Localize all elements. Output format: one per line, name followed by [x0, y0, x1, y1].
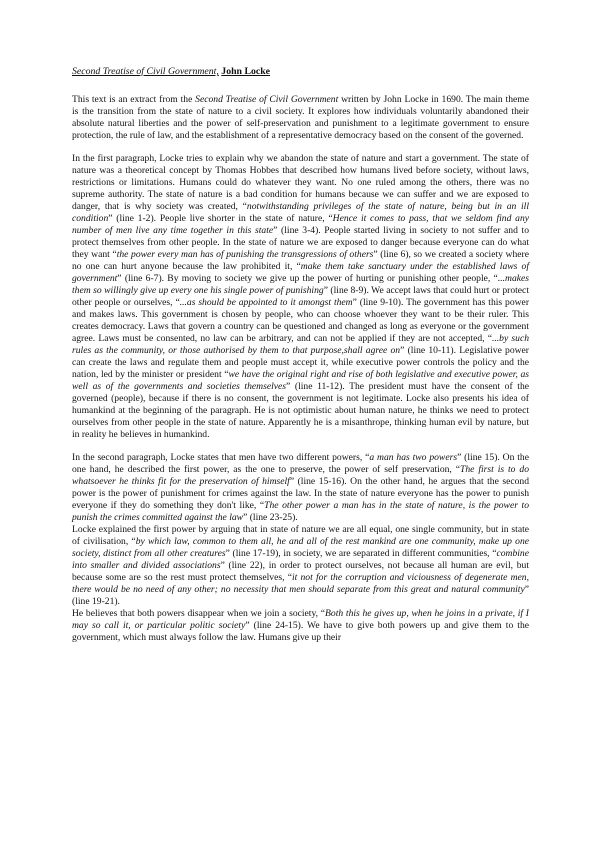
- paragraph-text: He believes that both powers disappear when we join a society, “: [72, 608, 326, 619]
- paragraph-text: In the second paragraph, Locke states that men have two different powers, “: [72, 452, 370, 463]
- paragraph-text: ” (line 11-12). The president must have the consent of the governed (people), because if there is no consent, the government is not legitimate. Locke also presents his idea of humankind at the beginning of the paragraph. He is not optimistic about human nature, he thinks we need to protect ourselves from other people in the state of nature. Apparently he is a misanthrope, thinking human evil by nature, but in reality he believes in humankind.: [72, 381, 529, 440]
- paragraph-text: ” (line 23-25).: [243, 512, 298, 523]
- paragraph-text: ” (line 6), so we created a society where no one can hurt anyone because the law prohibited it, “: [72, 249, 529, 272]
- quotation-text: combine into smaller and divided associations: [72, 548, 529, 571]
- quotation-text: The first is to do whatsoever he thinks fit for the preservation of himself: [72, 464, 529, 487]
- paragraph-text: ” (line 19-21).: [72, 584, 529, 607]
- quotation-text: make them take sanctuary under the established laws of government: [72, 261, 529, 284]
- work-title: Second Treatise of Civil Government,: [72, 66, 219, 77]
- body-text: [72, 94, 529, 644]
- paragraph-text: ” (line 6-7). By moving to society we give up the power of hurting or punishing other people, “: [117, 273, 498, 284]
- document-page: [72, 66, 529, 644]
- paragraph-text: In the first paragraph, Locke tries to explain why we abandon the state of nature and start a government. The state of nature was a theoretical concept by Thomas Hobbes that described how humans lived before society, without laws, restrictions or limitations. Humans could do whatever they want. No one ruled among the others, there was no supreme authority. The state of nature is a bad condition for humans because we can suffer and we are exposed to danger, that is why society was created, “: [72, 153, 529, 212]
- paragraph-text: written by John Locke in 1690. The main theme is the transition from the state of nature to a civil society. It explores how individuals voluntarily abandoned their absolute natural liberties and the power of self-preservation and punishment to a legitimate government to ensure protection, the rule of law, and the establishment of a representative democracy based on the consent of the governed.: [72, 94, 529, 141]
- paragraph-text: ” (line 8-9). We accept laws that could hurt or protect other people or ourselves, “: [72, 285, 529, 308]
- paragraph-2: [72, 153, 529, 441]
- quotation-text: ...makes them so willingly give up every one his single power of punishing: [72, 273, 529, 296]
- quotation-text: by which law, common to them all, he and all of the rest mankind are one community, make up one society, distinct from all other creatures: [72, 536, 529, 559]
- quotation-text: a man has two powers: [369, 452, 458, 463]
- paragraph-5: [72, 608, 529, 644]
- paragraph-text: ” (line 15). On the one hand, he described the first power, as the one to preserve, the power of self preservation, “: [72, 452, 529, 475]
- quotation-text: Second Treatise of Civil Government: [195, 94, 339, 105]
- paragraph-text: ” (line 22), in order to protect ourselves, not because all human are evil, but because some are so the rest must protect themselves, “: [72, 560, 529, 583]
- paragraph-text: ” (line 15-16). On the other hand, he argues that the second power is the power of punishment for crimes against the law. In the state of nature everyone has the power to punish everyone if they do something they don't like, “: [72, 476, 529, 511]
- paragraph-text: ” (line 9-10). The government has this power and makes laws. This government is chosen by people, who can choose whoever they want to be their ruler. This creates democracy. Laws that govern a country can be questioned and changed as long as everyone or the government agree. Laws must be consented, no law can be arbitrary, and can not be applied if they are not accepted, “: [72, 297, 530, 344]
- quotation-text: The other power a man has in the state of nature, is the power to punish the crimes committed against the law: [72, 500, 529, 523]
- quotation-text: Both this he gives up, when he joins in a private, if I may so call it, or particular politic society: [72, 608, 529, 631]
- quotation-text: Hence it comes to pass, that we seldom find any number of men live any time together in this state: [72, 213, 530, 236]
- quotation-text: ...by such rules as the community, or those authorised by them to that purpose,shall agree on: [72, 333, 530, 356]
- quotation-text: the power every man has of punishing the transgressions of others: [116, 249, 374, 260]
- quotation-text: ...as should be appointed to it amongst them: [179, 297, 353, 308]
- quotation-text: we have the original right and rise of both legislative and executive power, as well as of the governments and societies themselves: [72, 369, 530, 392]
- paragraph-text: ” (line 3-4). People started living in society to not suffer and to protect themselves from other people. In the state of nature we are exposed to danger because everyone can do what they want “: [72, 225, 529, 260]
- quotation-text: it not for the corruption and viciousness of degenerate men, there would be no need of any other; no necessity that men should separate from this great and natural community: [72, 572, 529, 595]
- document-title: [72, 66, 529, 78]
- paragraph-4: [72, 524, 529, 608]
- paragraph-3: [72, 452, 529, 524]
- paragraph-text: ” (line 10-11). Legislative power can create the laws and regulate them and people must accept it, while executive power controls the policy and the nation, led by the minister or president “: [72, 345, 530, 380]
- paragraph-text: This text is an extract from the: [72, 94, 196, 105]
- paragraph-text: Locke explained the first power by arguing that in state of nature we are all equal, one single community, but in state of civilisation, “: [72, 524, 529, 547]
- paragraph-text: ” (line 24-15). We have to give both powers up and give them to the government, which must always follow the law. Humans give up their: [72, 620, 529, 643]
- paragraph-text: ” (line 1-2). People live shorter in the state of nature, “: [108, 213, 333, 224]
- paragraph-1: [72, 94, 529, 142]
- quotation-text: notwithstanding privileges of the state of nature, being but in an ill condition: [72, 201, 530, 224]
- paragraph-text: ” (line 17-19), in society, we are separated in different communities, “: [225, 548, 497, 559]
- author-name: John Locke: [221, 66, 271, 77]
